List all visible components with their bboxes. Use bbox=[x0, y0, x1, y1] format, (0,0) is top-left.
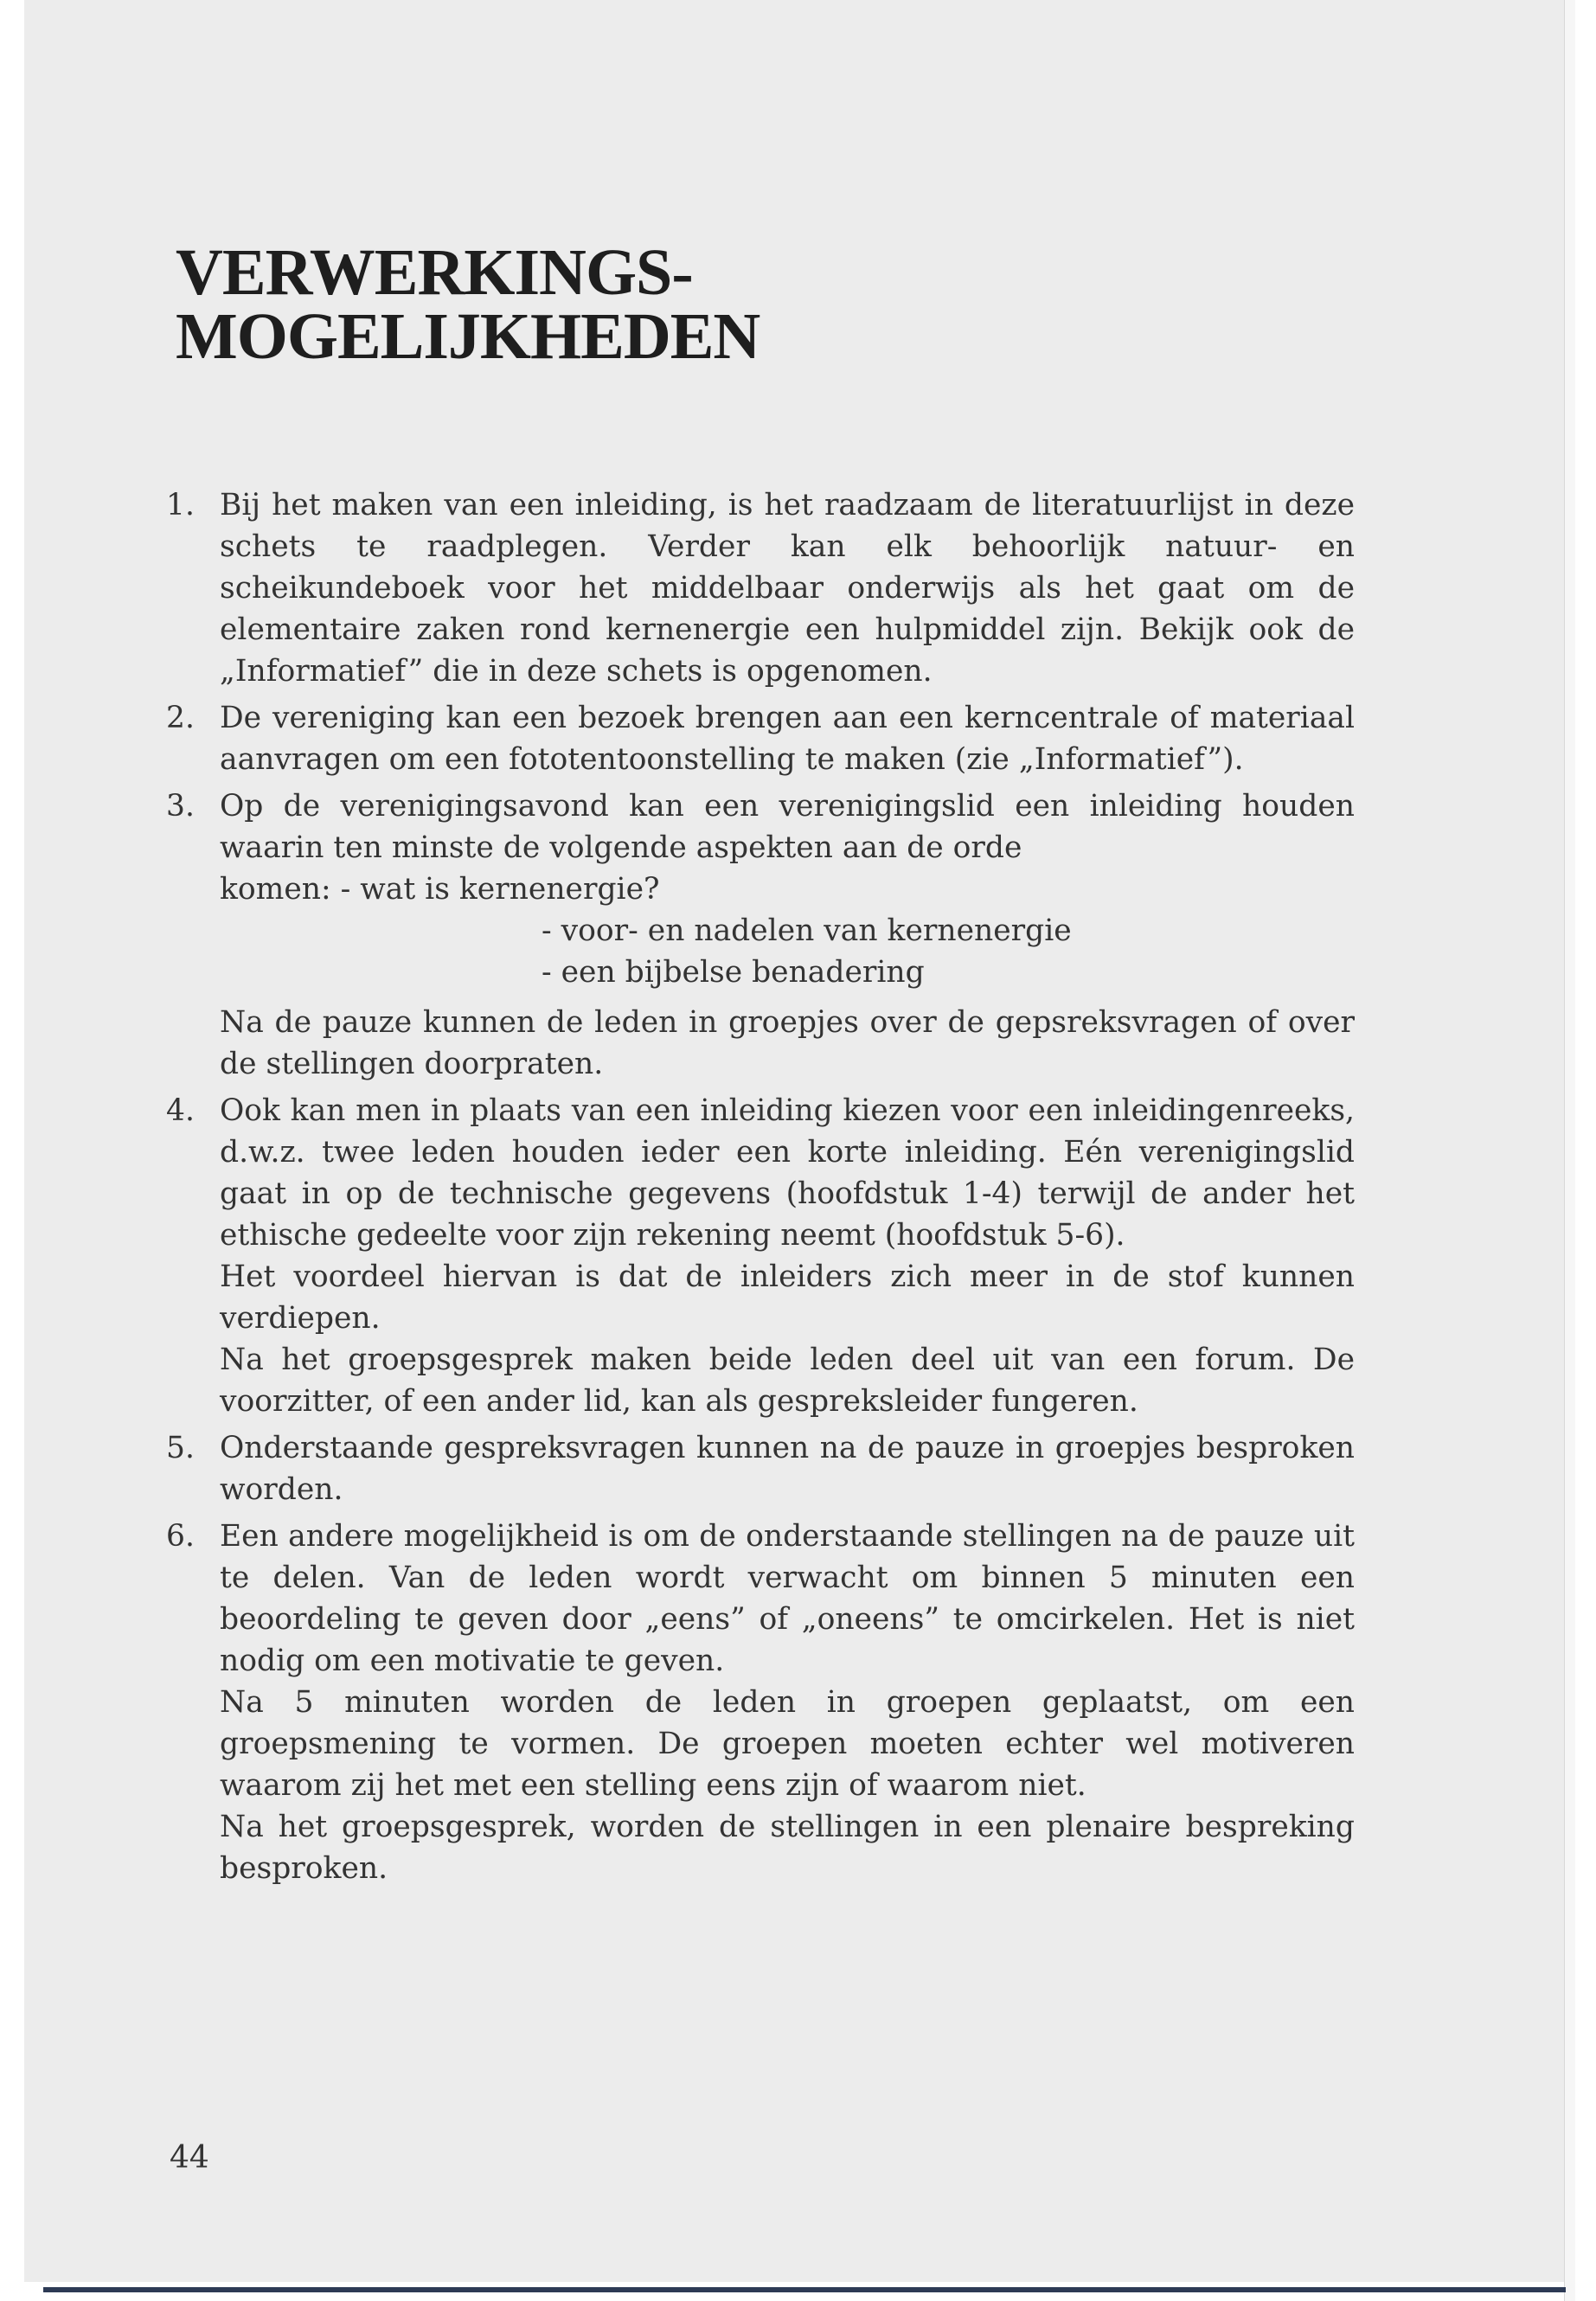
aspect-item: - wat is kernenergie? bbox=[340, 872, 660, 907]
list-item-5 bbox=[166, 1427, 1355, 1510]
item-intro: Op de verenigingsavond kan een verenigingslid een inleiding houden waarin ten minste de volgende aspekten aan de orde bbox=[220, 789, 1355, 865]
page-number: 44 bbox=[170, 2140, 209, 2176]
page-edge bbox=[1564, 0, 1575, 2301]
aspect-row bbox=[220, 868, 1355, 910]
item-number: 3. bbox=[166, 789, 195, 824]
page-title bbox=[176, 236, 1387, 373]
list-item-3 bbox=[166, 785, 1355, 1085]
aspect-item: - een bijbelse benadering bbox=[542, 955, 925, 990]
item-number: 1. bbox=[166, 488, 195, 522]
item-number: 5. bbox=[166, 1431, 195, 1465]
item-text: Onderstaande gespreksvragen kunnen na de pauze in groepjes besproken worden. bbox=[220, 1431, 1355, 1507]
list-item-4 bbox=[166, 1090, 1355, 1422]
item-number: 2. bbox=[166, 701, 195, 735]
item-text: Na het groepsgesprek, worden de stellingen in een plenaire bespreking besproken. bbox=[220, 1810, 1355, 1886]
item-text: Bij het maken van een inleiding, is het raadzaam de literatuurlijst in deze schets te raadplegen. Verder kan elk behoorlijk natuur- en scheikundeboek voor het middelbaar onderwijs als het gaat om de elementaire zaken rond kernenergie een hulpmiddel zijn. Bekijk ook de „Informatief” die in deze schets is opgenomen. bbox=[220, 488, 1355, 689]
numbered-list bbox=[166, 484, 1355, 1894]
item-text: Na 5 minuten worden de leden in groepen geplaatst, om een groepsmening te vormen. De groepen moeten echter wel motiveren waarom zij het met een stelling eens zijn of waarom niet. bbox=[220, 1685, 1355, 1803]
item-number: 4. bbox=[166, 1093, 195, 1128]
list-item-2 bbox=[166, 697, 1355, 780]
aspect-item: - voor- en nadelen van kernenergie bbox=[542, 913, 1072, 948]
list-item-6 bbox=[166, 1516, 1355, 1889]
item-text: De vereniging kan een bezoek brengen aan een kerncentrale of materiaal aanvragen om een fototentoonstelling te maken (zie „Informatief”). bbox=[220, 701, 1355, 777]
item-text: Na het groepsgesprek maken beide leden deel uit van een forum. De voorzitter, of een ander lid, kan als gespreksleider fungeren. bbox=[220, 1343, 1355, 1419]
scan-bottom-edge bbox=[43, 2287, 1566, 2292]
title-line-2: MOGELIJKHEDEN bbox=[176, 300, 760, 373]
title-line-1: VERWERKINGS- bbox=[176, 236, 693, 309]
komen-label: komen: bbox=[220, 872, 331, 907]
item-number: 6. bbox=[166, 1519, 195, 1554]
item-text: Het voordeel hiervan is dat de inleiders zich meer in de stof kunnen verdiepen. bbox=[220, 1259, 1355, 1336]
item-text: Na de pauze kunnen de leden in groepjes over de gepsreksvragen of over de stellingen doorpraten. bbox=[220, 1005, 1355, 1081]
item-text: Een andere mogelijkheid is om de onderstaande stellingen na de pauze uit te delen. Van de leden wordt verwacht om binnen 5 minuten een beoordeling te geven door „eens” of „oneens” te omcirkelen. Het is niet nodig om een motivatie te geven. bbox=[220, 1519, 1355, 1678]
item-text: Ook kan men in plaats van een inleiding kiezen voor een inleidingenreeks, d.w.z. twee leden houden ieder een korte inleiding. Eén verenigingslid gaat in op de technische gegevens (hoofdstuk 1-4) terwijl de ander het ethische gedeelte voor zijn rekening neemt (hoofdstuk 5-6). bbox=[220, 1093, 1355, 1253]
list-item-1 bbox=[166, 484, 1355, 692]
